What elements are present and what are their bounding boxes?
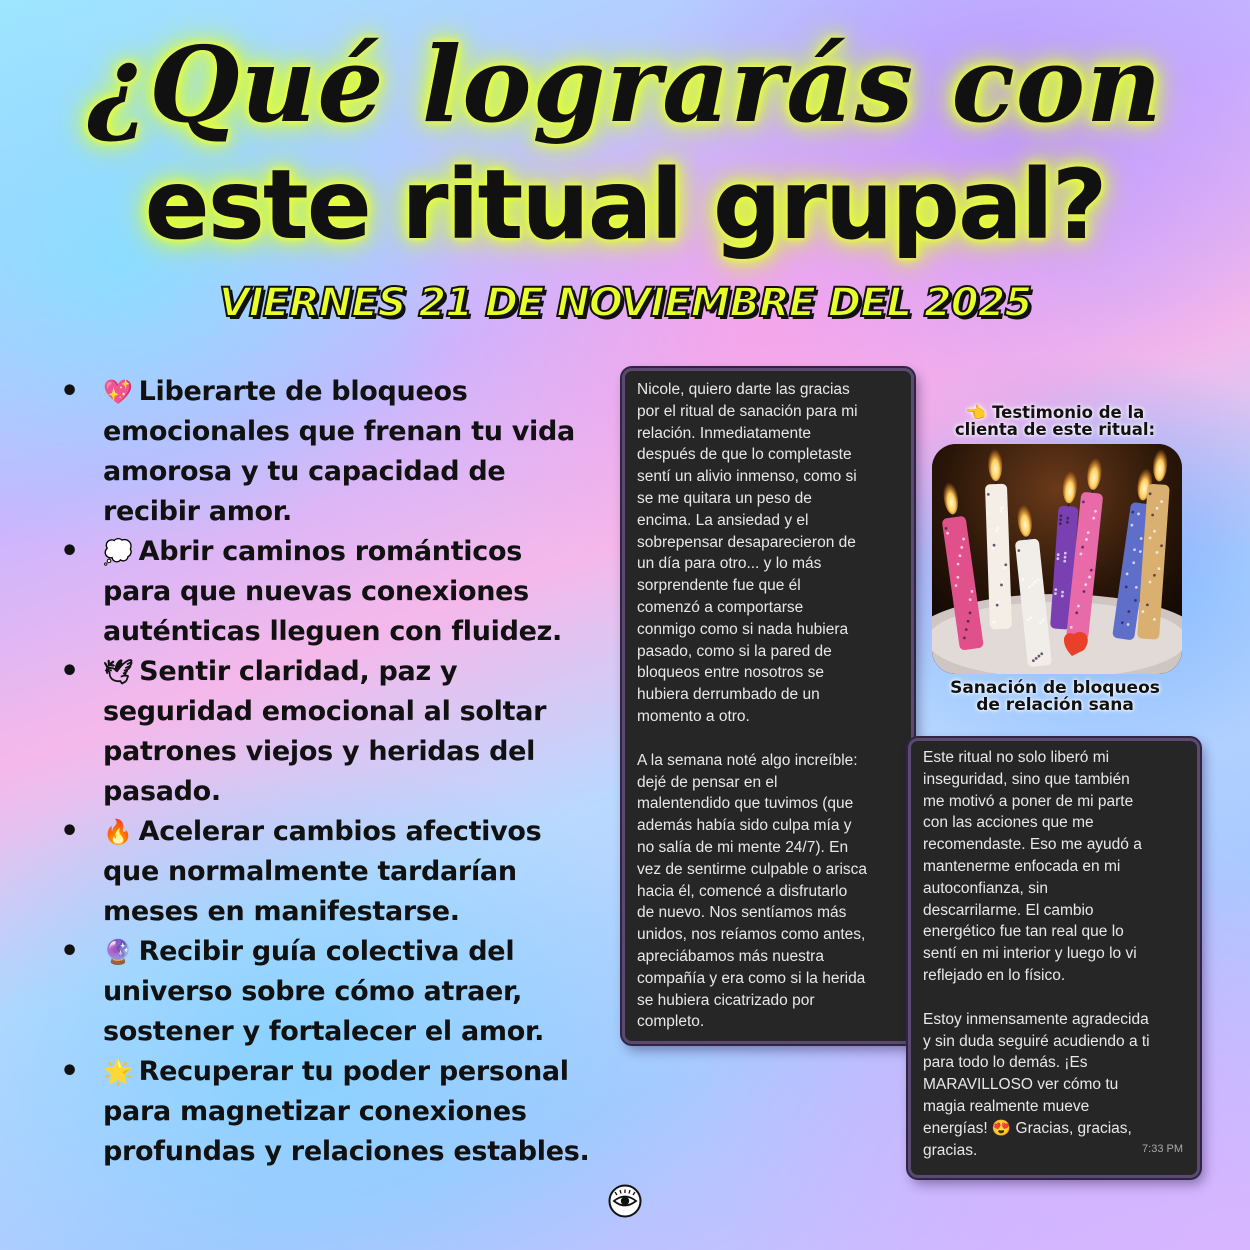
benefit-text-line: Recuperar tu poder personal [138, 1056, 569, 1087]
benefit-text-line: amorosa y tu capacidad de [103, 456, 506, 487]
message-text-line: con las acciones que me [923, 814, 1094, 832]
message-text-line: hacia él, comencé a disfrutarlo [637, 882, 848, 900]
benefit-item [60, 932, 620, 1052]
message-text-line: me motivó a poner de mi parte [923, 792, 1134, 810]
benefit-text-line: pasado. [103, 776, 221, 807]
bullet-icon: • [60, 374, 79, 409]
crystal-ball-icon: 🔮 [103, 938, 133, 966]
benefit-text-line: recibir amor. [103, 496, 292, 527]
message-text-line: momento a otro. [637, 707, 750, 725]
message-text-line: autoconfianza, sin [923, 879, 1048, 897]
sparkling-heart-icon: 💖 [103, 378, 133, 406]
message-text-line: malentendido que tuvimos (que [637, 795, 854, 813]
photo-caption-line-1: Sanación de bloqueos [950, 678, 1160, 698]
message-text-line: completo. [637, 1013, 705, 1031]
event-date: VIERNES 21 DE NOVIEMBRE DEL 2025 [218, 280, 1032, 326]
message-text-line: recomendaste. Eso me ayudó a [923, 836, 1142, 854]
message-timestamp: 7:33 PM [1142, 1143, 1183, 1156]
benefit-text-line: meses en manifestarse. [103, 896, 460, 927]
message-text-line: energético fue tan real que lo [923, 923, 1124, 941]
message-text-line: hubiera derrumbado de un [637, 686, 820, 704]
benefit-item [60, 532, 620, 652]
candles-illustration [932, 444, 1182, 674]
message-text-line: apreciábamos más nuestra [637, 947, 824, 965]
message-text-line: reflejado en lo físico. [923, 966, 1066, 984]
message-text-line: dejé de pensar en el [637, 773, 778, 791]
message-text-line: para todo lo demás. ¡Es [923, 1054, 1088, 1072]
message-text-line: sobrepensar desaparecieron de [637, 533, 856, 551]
bullet-icon: • [60, 534, 79, 569]
benefit-item [60, 1052, 620, 1172]
testimonial-label [930, 404, 1180, 438]
message-text-line: magia realmente mueve [923, 1097, 1090, 1115]
message-text-line: un día para otro... y lo más [637, 555, 822, 573]
benefit-text-line: emocionales que frenan tu vida [103, 416, 575, 447]
bullet-icon: • [60, 654, 79, 689]
benefits-list [60, 372, 620, 1172]
message-text-line: mantenerme enfocada en mi [923, 857, 1121, 875]
message-text-line: descarrilarme. El cambio [923, 901, 1094, 919]
benefit-item [60, 372, 620, 532]
candles-photo [932, 444, 1182, 674]
message-text-line: sentí un alivio inmenso, como si [637, 468, 857, 486]
benefit-text-line: Sentir claridad, paz y [139, 656, 458, 687]
message-text-line: energías! 😍 Gracias, gracias, [923, 1119, 1132, 1137]
title-line-2: este ritual grupal? [144, 149, 1106, 261]
message-text-line: sorprendente fue que él [637, 577, 801, 595]
message-text-line: vez de sentirme culpable o arisca [637, 860, 868, 878]
thought-balloon-icon: 💭 [103, 538, 133, 566]
benefit-text-line: Abrir caminos románticos [138, 536, 522, 567]
benefit-text-line: universo sobre cómo atraer, [103, 976, 523, 1007]
message-text-line: se me quitara un peso de [637, 489, 812, 507]
message-text-line: se hubiera cicatrizado por [637, 991, 815, 1009]
benefit-text-line: auténticas lleguen con fluidez. [103, 616, 563, 647]
message-text-line: Este ritual no solo liberó mi [923, 749, 1110, 766]
message-text-line: A la semana noté algo increíble: [637, 751, 858, 769]
dove-icon: 🕊 [103, 658, 134, 686]
bullet-icon: • [60, 934, 79, 969]
bullet-icon: • [60, 1054, 79, 1089]
title-line-1: ¿Qué lograrás con [87, 23, 1163, 146]
glowing-star-icon: 🌟 [103, 1058, 133, 1086]
benefit-text-line: seguridad emocional al soltar [103, 696, 547, 727]
message-text-line: conmigo como si nada hubiera [637, 620, 849, 638]
message-text-line: sentí en mi interior y luego lo vi [923, 945, 1137, 963]
message-text-line: bloqueos entre nosotros se [637, 664, 824, 682]
bullet-icon: • [60, 814, 79, 849]
benefit-text-line: Acelerar cambios afectivos [138, 816, 542, 847]
benefit-text-line: Liberarte de bloqueos [138, 376, 468, 407]
message-text-line: encima. La ansiedad y el [637, 511, 809, 529]
fire-icon: 🔥 [103, 818, 133, 846]
message-text-line: además había sido culpa mía y [637, 817, 852, 835]
message-text-line: MARAVILLOSO ver cómo tu [923, 1076, 1119, 1094]
message-text-line: de nuevo. Nos sentíamos más [637, 904, 847, 922]
benefit-text-line: para que nuevas conexiones [103, 576, 529, 607]
eye-logo-icon [608, 1184, 642, 1218]
pointing-left-icon: 👈 [965, 403, 987, 422]
chat-message-1 [622, 368, 914, 1044]
photo-caption [930, 680, 1180, 714]
testimonial-label-line-2: clienta de este ritual: [954, 420, 1156, 439]
benefit-item [60, 652, 620, 812]
benefit-text-line: Recibir guía colectiva del [138, 936, 515, 967]
testimonial-label-line-1: Testimonio de la [992, 403, 1145, 422]
benefit-text-line: que normalmente tardarían [103, 856, 517, 887]
message-text-line: y sin duda seguiré acudiendo a ti [923, 1032, 1150, 1050]
message-text-line: Estoy inmensamente agradecida [923, 1010, 1149, 1028]
benefit-text-line: para magnetizar conexiones [103, 1096, 527, 1127]
message-text-line: comenzó a comportarse [637, 598, 804, 616]
benefit-text-line: sostener y fortalecer el amor. [103, 1016, 545, 1047]
message-text-line: inseguridad, sino que también [923, 770, 1130, 788]
message-text-line: unidos, nos reíamos como antes, [637, 926, 866, 944]
chat-message-2 [908, 738, 1200, 1178]
message-text-line: gracias. [923, 1141, 978, 1159]
benefit-item [60, 812, 620, 932]
message-text-line: Nicole, quiero darte las gracias [637, 381, 850, 398]
message-text-line: por el ritual de sanación para mi [637, 402, 858, 420]
title [0, 20, 1250, 260]
benefit-text-line: profundas y relaciones estables. [103, 1136, 590, 1167]
benefit-text-line: patrones viejos y heridas del [103, 736, 536, 767]
message-text-line: después de que lo completaste [637, 446, 852, 464]
message-text-line: pasado, como si la pared de [637, 642, 832, 660]
message-text-line: relación. Inmediatamente [637, 424, 812, 442]
photo-caption-line-2: de relación sana [976, 695, 1134, 715]
message-text-line: compañía y era como si la herida [637, 969, 866, 987]
message-text-line: no salía de mi mente 24/7). En [637, 838, 849, 856]
